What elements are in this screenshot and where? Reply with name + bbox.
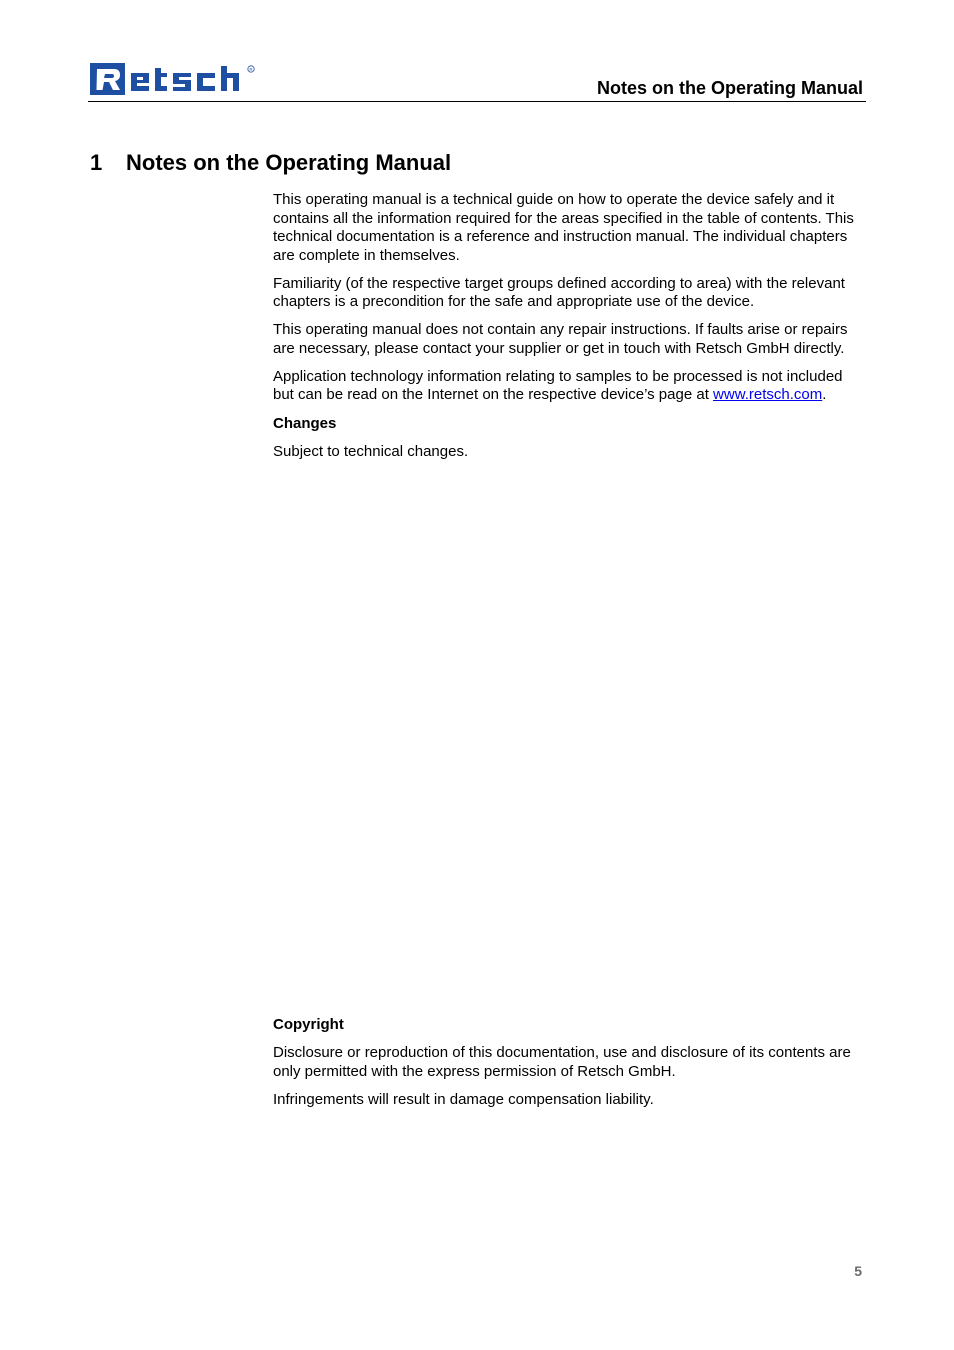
header-divider (88, 101, 866, 102)
chapter-title: Notes on the Operating Manual (126, 150, 452, 175)
chapter-number: 1 (90, 150, 103, 175)
application-info-text: Application technology information relating to samples to be processed is not included but can be read on the Internet on the respective device’s page at (273, 367, 843, 403)
paragraph-repairs: This operating manual does not contain any repair instructions. If faults arise or repairs are necessary, please contact your supplier or get in touch with Retsch GmbH directly. (273, 321, 848, 357)
svg-text:R: R (249, 67, 253, 72)
application-info-period: . (822, 386, 827, 403)
running-header-title: Notes on the Operating Manual (596, 78, 863, 98)
copyright-paragraph-infringements: Infringements will result in damage compensation liability. (273, 1090, 654, 1108)
changes-text: Subject to technical changes. (273, 443, 469, 460)
changes-heading: Changes (273, 415, 337, 432)
copyright-heading: Copyright (273, 1016, 344, 1033)
paragraph-application-info (273, 368, 866, 405)
chapter-body (273, 191, 866, 471)
page-number: 5 (854, 1263, 862, 1279)
paragraph-intro: This operating manual is a technical guide on how to operate the device safely and it contains all the information required for the areas specified in the table of contents. This technical documentation is a reference and instruction manual. The individual chapters are complete in themselves. (273, 191, 854, 264)
chapter-heading (90, 150, 451, 176)
paragraph-familiarity: Familiarity (of the respective target groups defined according to area) with the relevant chapters is a precondition for the safe and appropriate use of the device. (273, 274, 845, 310)
retsch-logo (89, 62, 259, 96)
copyright-paragraph-disclosure: Disclosure or reproduction of this documentation, use and disclosure of its contents are only permitted with the express permission of Retsch GmbH. (273, 1044, 851, 1080)
copyright-section (273, 1016, 866, 1119)
retsch-website-link[interactable]: www.retsch.com (713, 386, 823, 403)
